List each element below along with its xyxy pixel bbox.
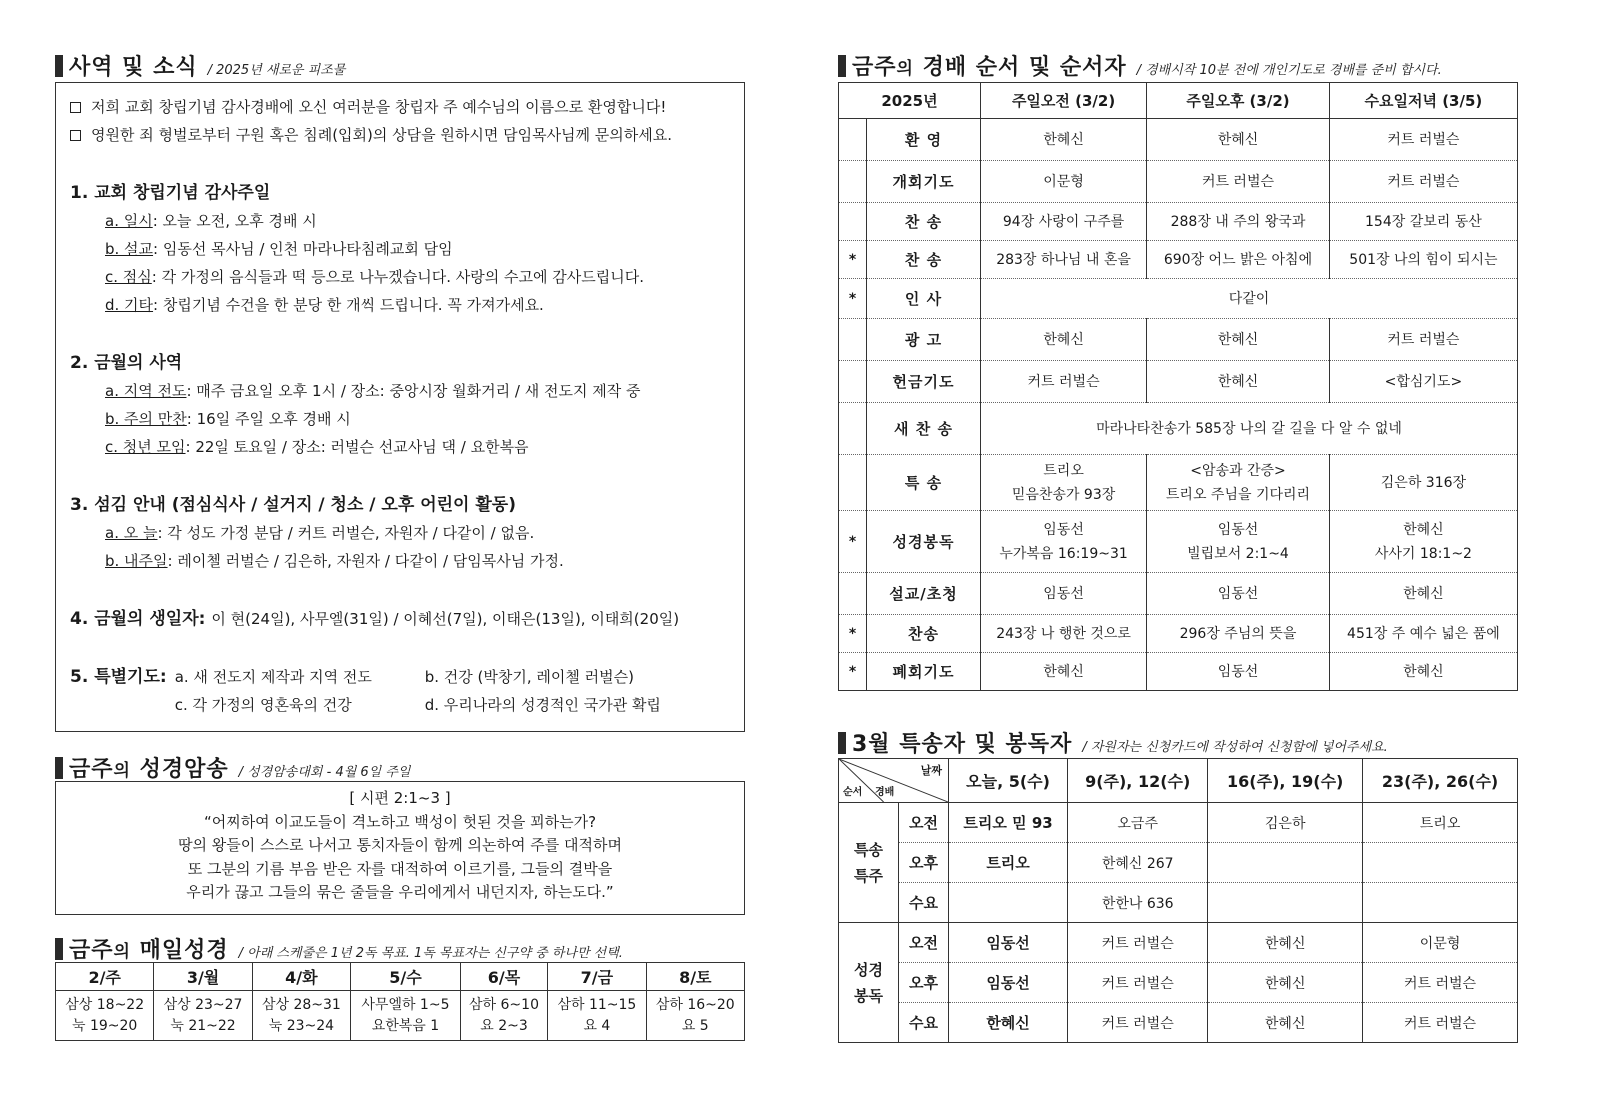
order-row-offering-prayer: 헌금기도 커트 러벌슨 한혜신 <합심기도> <box>839 361 1518 403</box>
group-scripture-reading: 성경 봉독 <box>839 923 899 1043</box>
daily-section-title: 금주의 매일성경 / 아래 스케줄은 1년 2독 목표. 1독 목표자는 신구약 중 하나만 선택. <box>55 933 623 964</box>
singers-header-row: 날짜 순서 경배 오늘, 5(수) 9(주), 12(수) 16(주), 19(수) 23(주), 26(수) <box>839 759 1518 803</box>
sub-item: c. 점심: 각 가정의 음식들과 떡 등으로 나누겠습니다. 사랑의 수고에 감사드립니다. <box>105 268 644 286</box>
daily-subtitle: / 아래 스케줄은 1년 2독 목표. 1독 목표자는 신구약 중 하나만 선택. <box>238 946 623 961</box>
singers-subtitle: / 자원자는 신청카드에 작성하여 신청함에 넣어주세요. <box>1082 740 1388 755</box>
title-bar-icon <box>55 757 63 779</box>
order-row-hymn-1: 찬 송 94장 사랑이 구주를 288장 내 주의 왕국과 154장 갈보리 동산 <box>839 203 1518 241</box>
news-section-title <box>55 50 345 81</box>
verse-line: 또 그분의 기름 부음 받은 자를 대적하여 이르기를, 그들의 결박을 <box>187 859 613 878</box>
verse-box <box>55 781 745 915</box>
daily-reading-row: 삼상 18~22 눅 19~20 삼상 23~27 눅 21~22 삼상 28~31 눅 23~24 사무엘하 1~5 요한복음 1 삼하 6~10 요 2~3 삼하 11~15 요 4 삼하 16~20 요 5 <box>56 991 745 1041</box>
order-row-hymn-2: * 찬 송 283장 하나님 내 혼을 690장 어느 밝은 아침에 501장 나의 힘이 되시는 <box>839 241 1518 279</box>
item-title-service: 3. 섬김 안내 (점심식사 / 설거지 / 청소 / 오후 어린이 활동) <box>70 495 516 515</box>
title-bar-icon <box>838 732 846 754</box>
checkbox-square-icon <box>70 102 81 113</box>
worship-order-table <box>838 82 1518 691</box>
verse-section-title: 금주의 성경암송 / 성경암송대회 - 4월 6일 주일 <box>55 752 410 783</box>
verse-subtitle: / 성경암송대회 - 4월 6일 주일 <box>238 765 411 780</box>
diagonal-corner-cell: 날짜 순서 경배 <box>839 759 949 803</box>
order-row-hymn-3: * 찬송 243장 나 행한 것으로 296장 주님의 뜻을 451장 주 예수 넓은 품에 <box>839 615 1518 653</box>
order-row-special-song: 특 송 트리오 믿음찬송가 93장 <암송과 간증> 트리오 주님을 기다리리 김은하 316장 <box>839 455 1518 511</box>
daily-bible-table <box>55 962 745 1041</box>
item-title-prayer: 5. 특별기도: a. 새 전도지 제작과 지역 전도 b. 건강 (박창기, 레이첼 러벌슨) c. 각 가정의 영혼육의 건강 d. 우리나라의 성경적인 국가관 확립 <box>70 663 730 719</box>
news-title: 사역 및 소식 <box>69 55 198 80</box>
order-subtitle: / 경배시작 10분 전에 개인기도로 경배를 준비 합시다. <box>1136 63 1442 78</box>
readers-row: 오후 임동선 커트 러벌슨 한혜신 커트 러벌슨 <box>839 963 1518 1003</box>
singers-row: 오후 트리오 한혜신 267 <box>839 843 1518 883</box>
readers-row: 성경 봉독 오전 임동선 커트 러벌슨 한혜신 이문형 <box>839 923 1518 963</box>
sub-item: a. 지역 전도: 매주 금요일 오후 1시 / 장소: 중앙시장 월화거리 / 새 전도지 제작 중 <box>105 382 641 400</box>
title-bar-icon <box>838 55 846 77</box>
order-row-greeting: * 인 사 다같이 <box>839 279 1518 319</box>
notice-welcome: 저희 교회 창립기념 감사경배에 오신 여러분을 창립자 주 예수님의 이름으로 환영합니다! <box>70 93 730 121</box>
order-row-closing-prayer: * 폐회기도 한혜신 임동선 한혜신 <box>839 653 1518 691</box>
title-bar-icon <box>55 55 63 77</box>
prayer-list: a. 새 전도지 제작과 지역 전도 b. 건강 (박창기, 레이첼 러벌슨) c. 각 가정의 영혼육의 건강 d. 우리나라의 성경적인 국가관 확립 <box>174 668 661 714</box>
birthday-list: 이 현(24일), 사무엘(31일) / 이혜선(7일), 이태은(13일), 이태희(20일) <box>211 610 680 628</box>
news-box <box>55 82 745 732</box>
sub-item: a. 오 늘: 각 성도 가정 분담 / 커트 러벌슨, 자원자 / 다같이 / 없음. <box>105 524 535 542</box>
item-title-anniversary: 1. 교회 창립기념 감사주일 <box>70 183 271 203</box>
item-title-ministry: 2. 금월의 사역 <box>70 353 183 373</box>
news-subtitle: / 2025년 새로운 피조물 <box>207 63 346 78</box>
item-title-birthdays: 4. 금월의 생일자: 이 현(24일), 사무엘(31일) / 이혜선(7일), 이태은(13일), 이태희(20일) <box>70 609 680 629</box>
special-singers-table <box>838 758 1518 1043</box>
title-bar-icon <box>55 938 63 960</box>
verse-line: 우리가 끊고 그들의 묶은 줄들을 우리에게서 내던지자, 하는도다.” <box>186 883 614 901</box>
singers-row: 특송 특주 오전 트리오 믿 93 오금주 김은하 트리오 <box>839 803 1518 843</box>
order-section-title: 금주의 경배 순서 및 순서자 / 경배시작 10분 전에 개인기도로 경배를 준비 합시다. <box>838 50 1442 81</box>
verse-line: “어찌하여 이교도들이 격노하고 백성이 헛된 것을 꾀하는가? <box>203 812 597 831</box>
order-row-new-hymn: 새 찬 송 마라나타찬송가 585장 나의 갈 길을 다 알 수 없네 <box>839 403 1518 455</box>
order-row-sermon: 설교/초청 임동선 임동선 한혜신 <box>839 573 1518 615</box>
sub-item: a. 일시: 오늘 오전, 오후 경배 시 <box>105 212 317 230</box>
notice-counsel: 영원한 죄 형벌로부터 구원 혹은 침례(입회)의 상담을 원하시면 담임목사님께 문의하세요. <box>70 121 730 149</box>
order-row-opening-prayer: 개회기도 이문형 커트 러벌슨 커트 러벌슨 <box>839 161 1518 203</box>
group-special-song: 특송 특주 <box>839 803 899 923</box>
sub-item: b. 내주일: 레이첼 러벌슨 / 김은하, 자원자 / 다같이 / 담임목사님 가정. <box>105 552 564 570</box>
sub-item: c. 청년 모임: 22일 토요일 / 장소: 러벌슨 선교사님 댁 / 요한복음 <box>105 438 529 456</box>
readers-row: 수요 한혜신 커트 러벌슨 한혜신 커트 러벌슨 <box>839 1003 1518 1043</box>
daily-header-row: 2/주 3/월 4/화 5/수 6/목 7/금 8/토 <box>56 963 745 991</box>
sub-item: b. 주의 만찬: 16일 주일 오후 경배 시 <box>105 410 351 428</box>
checkbox-square-icon <box>70 130 81 141</box>
order-row-scripture-reading: * 성경봉독 임동선 누가복음 16:19~31 임동선 빌립보서 2:1~4 한혜신 사사기 18:1~2 <box>839 511 1518 573</box>
order-header-row: 2025년 주일오전 (3/2) 주일오후 (3/2) 수요일저녁 (3/5) <box>839 83 1518 119</box>
sub-item: d. 기타: 창립기념 수건을 한 분당 한 개씩 드립니다. 꼭 가져가세요. <box>105 296 544 314</box>
singers-row: 수요 한한나 636 <box>839 883 1518 923</box>
order-row-welcome: 환 영 한혜신 한혜신 커트 러벌슨 <box>839 119 1518 161</box>
sub-item: b. 설교: 임동선 목사님 / 인천 마라나타침례교회 담임 <box>105 240 453 258</box>
verse-line: 땅의 왕들이 스스로 나서고 통치자들이 함께 의논하여 주를 대적하며 <box>178 836 622 854</box>
order-row-announcements: 광 고 한혜신 한혜신 커트 러벌슨 <box>839 319 1518 361</box>
verse-reference: [ 시편 2:1~3 ] <box>349 789 451 807</box>
singers-section-title: 3월 특송자 및 봉독자 / 자원자는 신청카드에 작성하여 신청함에 넣어주세요. <box>838 727 1388 758</box>
